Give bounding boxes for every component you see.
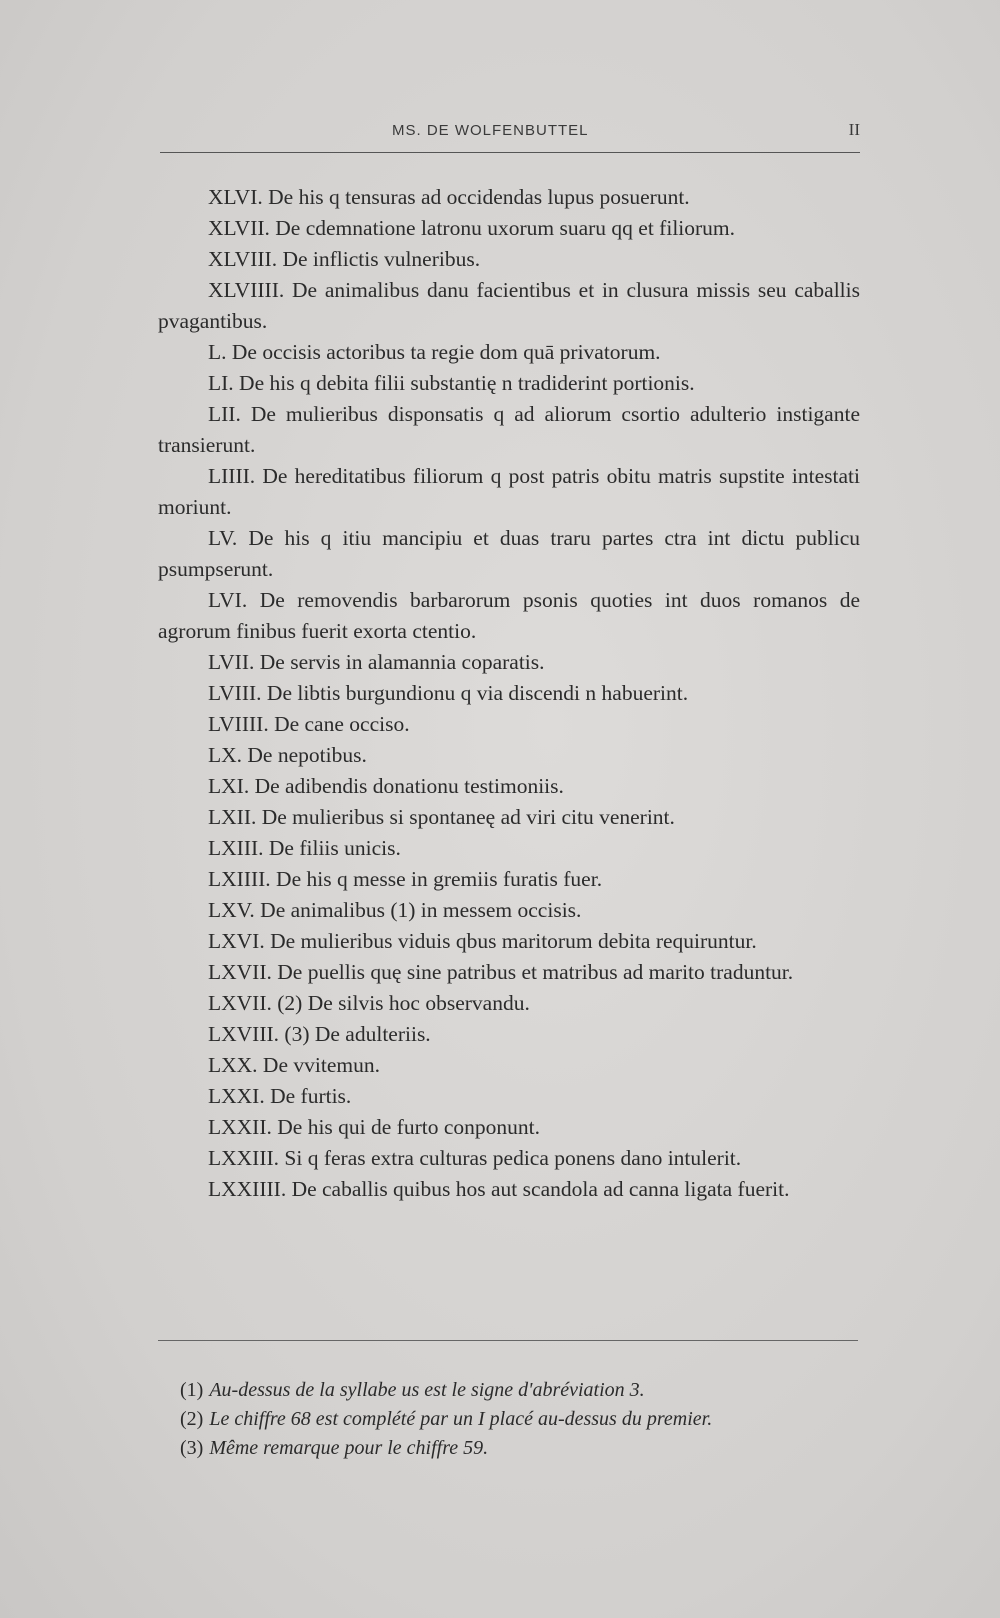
chapter-list	[158, 182, 860, 1205]
list-item: LVIIII. De cane occiso.	[208, 712, 410, 736]
list-item: LV. De his q itiu mancipiu et duas traru partes ctra int dictu publicu psumpserunt.	[158, 526, 860, 581]
header-rule	[160, 152, 860, 153]
list-item: LXXIIII. De caballis quibus hos aut scandola ad canna ligata fuerit.	[208, 1177, 790, 1201]
list-item: LXII. De mulieribus si spontaneę ad viri citu venerint.	[208, 805, 675, 829]
list-item: LIIII. De hereditatibus filiorum q post patris obitu matris supstite intestati moriunt.	[158, 464, 860, 519]
list-item: XLVIIII. De animalibus danu facientibus et in clusura missis seu caballis pvagantibus.	[158, 278, 860, 333]
page-number: II	[848, 120, 860, 139]
footnote-text: Le chiffre 68 est complété par un I placé au-dessus du premier.	[209, 1408, 713, 1430]
list-item: LXXII. De his qui de furto conponunt.	[208, 1115, 540, 1139]
footnote	[180, 1376, 860, 1405]
footnote-number: (2)	[180, 1408, 204, 1430]
list-item: LXVI. De mulieribus viduis qbus maritorum debita requiruntur.	[208, 929, 757, 953]
page-header	[160, 118, 860, 158]
footnote	[180, 1405, 860, 1434]
list-item: L. De occisis actoribus ta regie dom quā privatorum.	[208, 340, 661, 364]
list-item: LVII. De servis in alamannia coparatis.	[208, 650, 545, 674]
footnote-text: Même remarque pour le chiffre 59.	[209, 1437, 489, 1459]
footnote-number: (1)	[180, 1379, 204, 1401]
list-item: XLVII. De cdemnatione latronu uxorum suaru qq et filiorum.	[208, 216, 736, 240]
list-item: LXXI. De furtis.	[208, 1084, 352, 1108]
list-item: LXIIII. De his q messe in gremiis furatis fuer.	[208, 867, 603, 891]
list-item: LXVIII. (3) De adulteriis.	[208, 1022, 431, 1046]
list-item: LXI. De adibendis donationu testimoniis.	[208, 774, 564, 798]
footnote-number: (3)	[180, 1437, 204, 1459]
list-item: LVIII. De libtis burgundionu q via discendi n habuerint.	[208, 681, 689, 705]
list-item: LXXIII. Si q feras extra culturas pedica ponens dano intulerit.	[208, 1146, 742, 1170]
footnote-text: Au-dessus de la syllabe us est le signe d'abréviation 3.	[209, 1379, 645, 1401]
list-item: LI. De his q debita filii substantię n tradiderint portionis.	[208, 371, 695, 395]
footnote	[180, 1434, 860, 1463]
list-item: LXX. De vvitemun.	[208, 1053, 380, 1077]
footnote-separator	[158, 1340, 858, 1341]
list-item: LXVII. (2) De silvis hoc observandu.	[208, 991, 530, 1015]
list-item: LII. De mulieribus disponsatis q ad aliorum csortio adulterio instigante transierunt.	[158, 402, 860, 457]
list-item: LXIII. De filiis unicis.	[208, 836, 401, 860]
list-item: LXVII. De puellis quę sine patribus et matribus ad marito traduntur.	[208, 960, 794, 984]
list-item: XLVI. De his q tensuras ad occidendas lupus posuerunt.	[208, 185, 690, 209]
list-item: XLVIII. De inflictis vulneribus.	[208, 247, 481, 271]
list-item: LVI. De removendis barbarorum psonis quoties int duos romanos de agrorum finibus fuerit exorta ctentio.	[158, 588, 860, 643]
list-item: LXV. De animalibus (1) in messem occisis.	[208, 898, 582, 922]
footnotes	[180, 1376, 860, 1463]
list-item: LX. De nepotibus.	[208, 743, 367, 767]
running-title: MS. DE WOLFENBUTTEL	[392, 122, 589, 139]
